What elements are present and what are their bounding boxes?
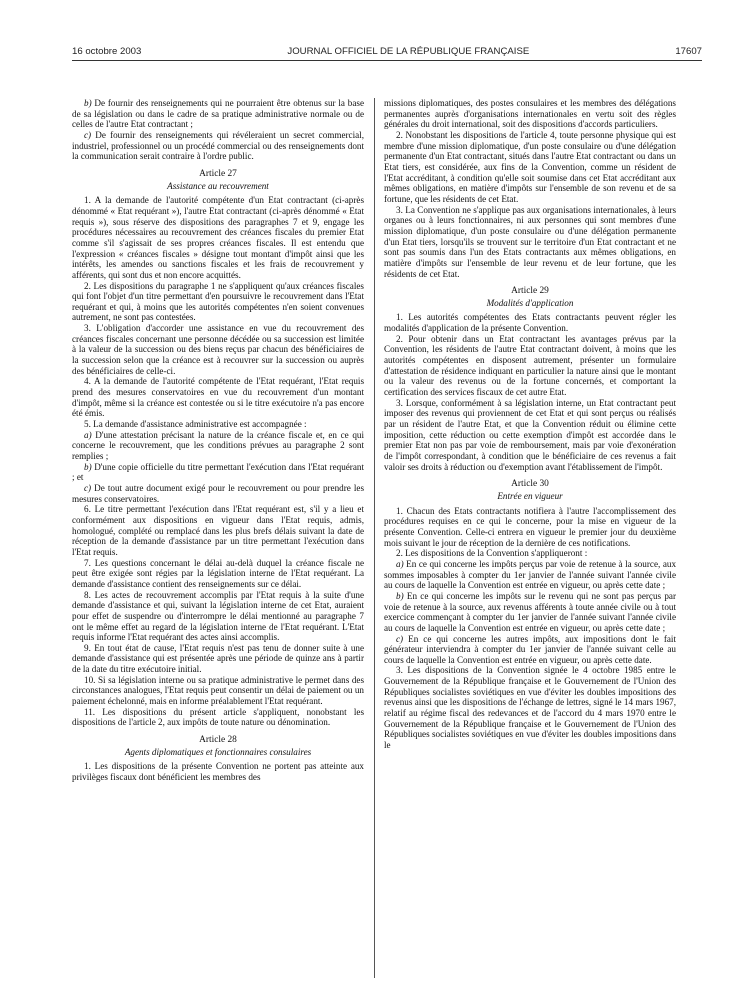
left-column xyxy=(72,98,364,783)
article-27-para-9: 9. En tout état de cause, l'Etat requis n'est pas tenu de donner suite à une demande d'assistance qui est présentée après une période de quinze ans à partir de la date du titre exécutoire initial. xyxy=(72,642,364,675)
header-page-number: 17607 xyxy=(675,46,702,57)
article-29-para-2: 2. Pour obtenir dans un Etat contractant les avantages prévus par la Convention, les résidents de l'autre Etat contractant doivent, à moins que les autorités compétentes en disposent autrement, présenter un formulaire d'attestation de résidence indiquant en particulier la nature ainsi que le montant ou la valeur des revenus ou de la fortune concernés, et comportant la certification des services fiscaux de cet autre Etat. xyxy=(384,333,676,398)
article-28-title: Article 28 xyxy=(199,735,237,746)
article-30-para-2a: a) En ce qui concerne les impôts perçus par voie de retenue à la source, aux sommes imposables à compter du 1er janvier de l'année suivant l'année civile au cours de laquelle la Convention est entrée en vigueur, ou après cette date ; xyxy=(384,558,677,591)
article-27-para-5: 5. La demande d'assistance administrative est accompagnée : xyxy=(84,419,307,430)
article-28-para-1-continued: missions diplomatiques, des postes consulaires et les membres des délégations permanentes auprès d'organisations internationales en vertu soit des règles générales du droit international, soit des dispositions d'accords particuliers. xyxy=(384,98,676,130)
paragraph-b: b) De fournir des renseignements qui ne pourraient être obtenus sur la base de sa législation ou dans le cadre de sa pratique administrative normale ou de celles de l'autre Etat contractant ; xyxy=(72,98,365,130)
article-28-para-1: 1. Les dispositions de la présente Convention ne portent pas atteinte aux privilèges fiscaux dont bénéficient les membres des xyxy=(72,761,364,783)
header-date: 16 octobre 2003 xyxy=(72,46,142,57)
article-27-para-1: 1. A la demande de l'autorité compétente d'un Etat contractant (ci-après dénommé « Etat requérant »), l'autre Etat contractant (ci-après dénommé « Etat requis »), sous réserve des dispositions des paragraphes 7 et 9, engage les procédures nécessaires au recouvrement des créances fiscales du premier Etat comme s'il s'agissait de ses propres créances fiscales. Il est entendu que l'expression « créances fiscales » désigne tout montant d'impôt ainsi que les intérêts, les amendes ou sanctions fiscales et les frais de recouvrement y afférents, qui sont dus et non encore acquittés. xyxy=(72,195,364,280)
article-27-para-5a: a) D'une attestation précisant la nature de la créance fiscale et, en ce qui concerne le recouvrement, que les conditions prévues au paragraphe 2 sont remplies ; xyxy=(72,429,364,461)
article-29-para-3: 3. Lorsque, conformément à sa législation interne, un Etat contractant peut imposer des revenus qui proviennent de cet Etat et qui sont perçus ou réalisés par un résident de l'autre Etat, et que la Convention réduit ou élimine cette imposition, cette réduction ou cette exemption d'impôt est accordée dans le premier Etat non pas par voie de remboursement, mais par voie d'exonération de l'impôt correspondant, à condition que le bénéficiaire de ces revenus a fait valoir ses droits à réduction ou d'exemption avant l'établissement de l'impôt. xyxy=(384,397,676,472)
article-27-para-4: 4. A la demande de l'autorité compétente de l'Etat requérant, l'Etat requis prend des mesures conservatoires en vue du recouvrement d'un montant d'impôt, même si la créance est contestée ou si le titre exécutoire n'a pas encore été émis. xyxy=(72,376,364,419)
article-30-title: Article 30 xyxy=(511,479,549,490)
article-29-subtitle: Modalités d'application xyxy=(486,297,574,308)
article-27-para-3: 3. L'obligation d'accorder une assistance en vue du recouvrement des créances fiscales concernant une personne décédée ou sa succession est limitée à la valeur de la succession ou des biens reçus par chacun des bénéficiaires de la succession selon que la créance est à recouvrer sur la succession ou auprès des bénéficiaires de celle-ci. xyxy=(72,323,364,376)
article-30-subtitle: Entrée en vigueur xyxy=(497,490,563,501)
article-30-para-2b: b) En ce qui concerne les impôts sur le revenu qui ne sont pas perçus par voie de retenue à la source, aux revenus afférents à toute année civile ou à tout exercice commençant à compter du 1er janvier de l'année suivant l'année civile au cours de laquelle la Convention est entrée en vigueur, ou après cette date ; xyxy=(384,590,677,633)
article-27-para-5c: c) De tout autre document exigé pour le recouvrement ou pour prendre les mesures conservatoires. xyxy=(72,482,365,504)
paragraph-c: c) De fournir des renseignements qui révéleraient un secret commercial, industriel, professionnel ou un procédé commercial ou des renseignements dont la communication serait contraire à l'ordre public. xyxy=(72,129,364,162)
article-27-title: Article 27 xyxy=(199,168,237,179)
article-27-para-8: 8. Les actes de recouvrement accomplis par l'Etat requis à la suite d'une demande d'assistance et qui, suivant la législation interne de cet Etat, auraient pour effet de suspendre ou d'interrompre le délai mentionné au paragraphe 7 ont le même effet au regard de la législation interne de l'Etat requérant. L'Etat requis informe l'Etat requérant des actes ainsi accomplis. xyxy=(72,589,364,643)
page-header xyxy=(72,46,702,57)
article-27-para-11: 11. Les dispositions du présent article s'appliquent, nonobstant les dispositions de l'article 2, aux impôts de toute nature ou dénomination. xyxy=(72,706,364,728)
article-30-para-3: 3. Les dispositions de la Convention signée le 4 octobre 1985 entre le Gouvernement de la République française et le Gouvernement de l'Union des Républiques socialistes soviétiques en vue d'éviter les doubles impositions des revenus ainsi que les dispositions de l'échange de lettres, signé le 14 mars 1967, relatif au régime fiscal des redevances et de l'accord du 4 mars 1970 entre le Gouvernement de la République française et le Gouvernement de l'Union des Républiques socialistes soviétiques en vue d'éviter les doubles impositions dans le xyxy=(384,665,676,751)
article-28-para-3: 3. La Convention ne s'applique pas aux organisations internationales, à leurs organes ou à leurs fonctionnaires, ni aux personnes qui sont membres d'une mission diplomatique, d'un poste consulaire ou d'une délégation permanente d'un Etat tiers, lorsqu'ils se trouvent sur le territoire d'un Etat contractant et ne sont pas soumis dans l'un des Etats contractants aux mêmes obligations, en matière d'impôts sur l'ensemble de leur revenu et de leur fortune, que les résidents de cet Etat. xyxy=(384,204,676,279)
article-27-para-2: 2. Les dispositions du paragraphe 1 ne s'appliquent qu'aux créances fiscales qui font l'objet d'un titre permettant d'en poursuivre le recouvrement dans l'Etat requérant et qui, à moins que les autorités compétentes n'en soient convenues autrement, ne sont pas contestées. xyxy=(72,280,364,323)
article-30-para-1: 1. Chacun des Etats contractants notifiera à l'autre l'accomplissement des procédures requises en ce qui le concerne, pour la mise en vigueur de la présente Convention. Celle-ci entrera en vigueur le premier jour du deuxième mois suivant le jour de réception de la dernière de ces notifications. xyxy=(384,505,676,548)
article-28-subtitle: Agents diplomatiques et fonctionnaires consulaires xyxy=(124,746,312,757)
right-column xyxy=(384,98,676,751)
article-27-para-5b: b) D'une copie officielle du titre permettant l'exécution dans l'Etat requérant ; et xyxy=(72,461,364,483)
article-28-para-2: 2. Nonobstant les dispositions de l'article 4, toute personne physique qui est membre d'une mission diplomatique, d'un poste consulaire ou d'une délégation permanente d'un Etat contractant, situés dans l'autre Etat contractant ou dans un Etat tiers, est considérée, aux fins de la Convention, comme un résident de l'Etat accréditant, à condition qu'elle soit soumise dans cet Etat accréditant aux mêmes obligations, en matière d'impôts sur l'ensemble de son revenu et de sa fortune, que les résidents de cet Etat. xyxy=(384,129,676,204)
article-29-para-1: 1. Les autorités compétentes des Etats contractants peuvent régler les modalités d'application de la présente Convention. xyxy=(384,312,676,334)
column-divider xyxy=(374,98,375,978)
article-29-title: Article 29 xyxy=(511,286,549,297)
header-rule xyxy=(72,60,702,61)
header-journal-title: JOURNAL OFFICIEL DE LA RÉPUBLIQUE FRANÇAISE xyxy=(287,46,530,57)
article-27-para-10: 10. Si sa législation interne ou sa pratique administrative le permet dans des circonstances analogues, l'Etat requis peut consentir un délai de paiement ou un paiement échelonné, mais en informe préalablement l'Etat requérant. xyxy=(72,674,364,707)
article-27-para-6: 6. Le titre permettant l'exécution dans l'Etat requérant est, s'il y a lieu et conformément aux dispositions en vigueur dans l'Etat requis, admis, homologué, complété ou remplacé dans les plus brefs délais suivant la date de réception de la demande d'assistance par un titre permettant l'exécution dans l'Etat requis. xyxy=(72,504,364,557)
article-30-para-2c: c) En ce qui concerne les autres impôts, aux impositions dont le fait générateur interviendra à compter du 1er janvier de l'année suivant celle au cours de laquelle la Convention est entrée en vigueur, ou après cette date. xyxy=(384,633,677,665)
article-30-para-2: 2. Les dispositions de la Convention s'appliqueront : xyxy=(396,548,588,559)
article-27-para-7: 7. Les questions concernant le délai au-delà duquel la créance fiscale ne peut être exigée sont régies par la législation interne de l'Etat requérant. La demande d'assistance contient des renseignements sur ce délai. xyxy=(72,557,364,589)
article-27-subtitle: Assistance au recouvrement xyxy=(167,180,269,191)
